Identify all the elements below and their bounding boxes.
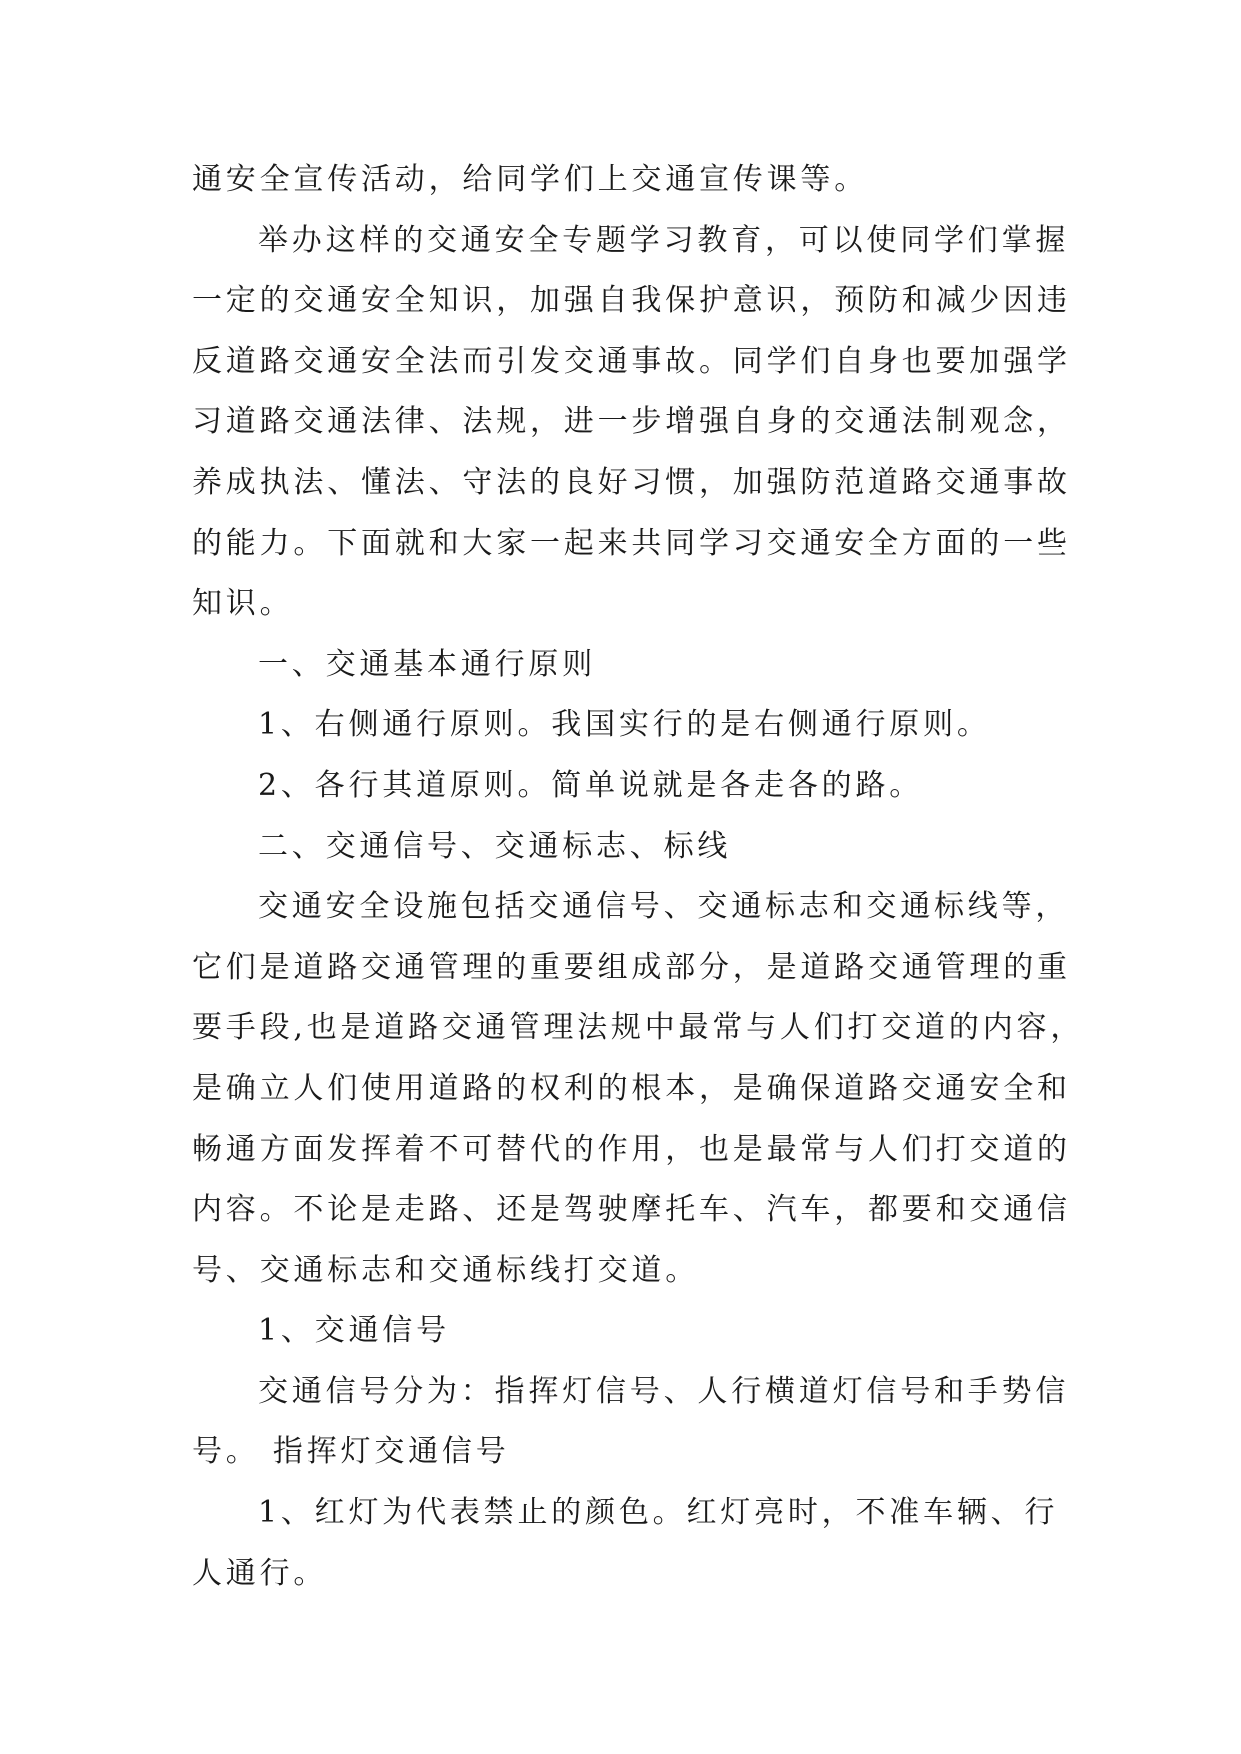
text-line: 是确立人们使用道路的权利的根本，是确保道路交通安全和 xyxy=(192,1070,1071,1106)
text-line: 号。 指挥灯交通信号 xyxy=(192,1434,510,1470)
section-heading: 一、交通基本通行原则 xyxy=(258,646,596,682)
list-item: 1、红灯为代表禁止的颜色。红灯亮时，不准车辆、行 xyxy=(258,1495,1059,1531)
list-item: 1、右侧通行原则。我国实行的是右侧通行原则。 xyxy=(258,707,991,743)
text-line: 人通行。 xyxy=(192,1555,328,1591)
document-body xyxy=(192,150,1085,1604)
paragraph-start-line: 举办这样的交通安全专题学习教育，可以使同学们掌握 xyxy=(258,222,1070,258)
text-line: 一定的交通安全知识，加强自我保护意识，预防和减少因违 xyxy=(192,283,1071,319)
subsection-heading: 1、交通信号 xyxy=(258,1313,450,1349)
paragraph-start-line: 交通安全设施包括交通信号、交通标志和交通标线等， xyxy=(258,889,1070,925)
text-line: 反道路交通安全法而引发交通事故。同学们自身也要加强学 xyxy=(192,343,1071,379)
text-line: 的能力。下面就和大家一起来共同学习交通安全方面的一些 xyxy=(192,525,1071,561)
text-line: 号、交通标志和交通标线打交道。 xyxy=(192,1252,699,1288)
paragraph-start-line: 交通信号分为：指挥灯信号、人行横道灯信号和手势信 xyxy=(258,1373,1070,1409)
text-line: 知识。 xyxy=(192,586,294,622)
list-item: 2、各行其道原则。简单说就是各走各的路。 xyxy=(258,767,924,803)
text-line: 习道路交通法律、法规，进一步增强自身的交通法制观念， xyxy=(192,404,1071,440)
section-heading: 二、交通信号、交通标志、标线 xyxy=(258,828,732,864)
text-line: 养成执法、懂法、守法的良好习惯，加强防范道路交通事故 xyxy=(192,464,1071,500)
text-line: 要手段,也是道路交通管理法规中最常与人们打交道的内容， xyxy=(192,1010,1085,1046)
text-line: 内容。不论是走路、还是驾驶摩托车、汽车，都要和交通信 xyxy=(192,1192,1071,1228)
text-line: 畅通方面发挥着不可替代的作用，也是最常与人们打交道的 xyxy=(192,1131,1071,1167)
text-line: 通安全宣传活动，给同学们上交通宣传课等。 xyxy=(192,162,868,197)
text-line: 它们是道路交通管理的重要组成部分，是道路交通管理的重 xyxy=(192,949,1071,985)
